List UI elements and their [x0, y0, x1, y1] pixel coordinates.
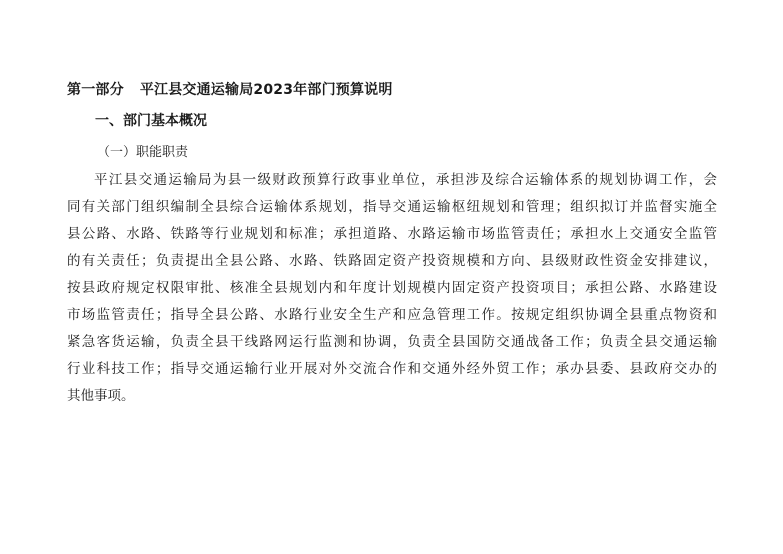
paragraph-line: 行业科技工作；指导交通运输行业开展对外交流合作和交通外经外贸工作；承办县委、县政府交办的 — [67, 361, 717, 377]
section-heading: 一、部门基本概况 — [95, 113, 207, 129]
document-heading — [67, 79, 393, 99]
part-label: 第一部分 — [67, 82, 124, 98]
paragraph-line: 市场监管责任；指导全县公路、水路行业安全生产和应急管理工作。按规定组织协调全县重点物资和 — [67, 307, 717, 323]
paragraph-line: 同有关部门组织编制全县综合运输体系规划，指导交通运输枢纽规划和管理；组织拟订并监督实施全 — [67, 199, 717, 215]
body-paragraph — [67, 167, 717, 410]
subsection-heading: （一）职能职责 — [97, 145, 189, 160]
paragraph-line: 平江县交通运输局为县一级财政预算行政事业单位，承担涉及综合运输体系的规划协调工作，会 — [94, 172, 717, 188]
paragraph-line: 其他事项。 — [67, 388, 135, 404]
paragraph-line: 的有关责任；负责提出全县公路、水路、铁路固定资产投资规模和方向、县级财政性资金安排建议， — [67, 253, 717, 269]
paragraph-line: 紧急客货运输，负责全县干线路网运行监测和协调，负责全县国防交通战备工作；负责全县交通运输 — [67, 334, 717, 350]
paragraph-line: 县公路、水路、铁路等行业规划和标准；承担道路、水路运输市场监管责任；承担水上交通安全监管 — [67, 226, 717, 242]
document-title: 平江县交通运输局2023年部门预算说明 — [139, 82, 393, 98]
paragraph-line: 按县政府规定权限审批、核准全县规划内和年度计划规模内固定资产投资项目；承担公路、水路建设 — [67, 280, 717, 296]
